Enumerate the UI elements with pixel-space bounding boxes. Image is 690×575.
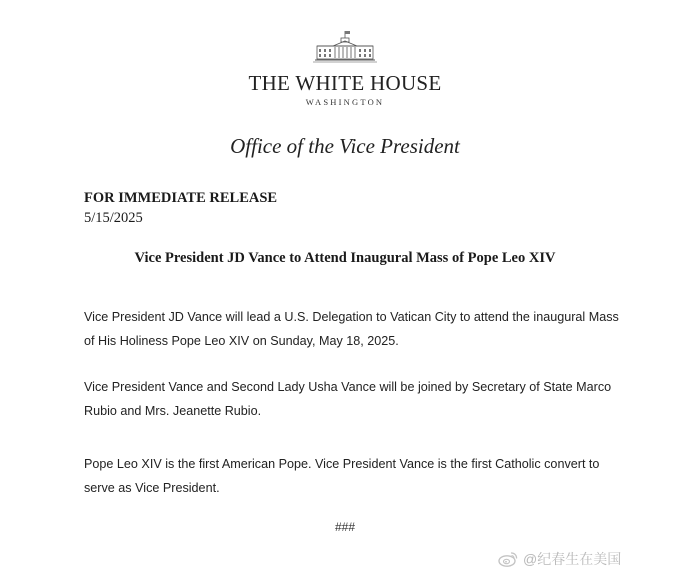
- release-date: 5/15/2025: [84, 210, 143, 226]
- headline: Vice President JD Vance to Attend Inaugural Mass of Pope Leo XIV: [134, 250, 556, 266]
- body-paragraph: Vice President Vance and Second Lady Usha Vance will be joined by Secretary of State Marco Rubio and Mrs. Jeanette Rubio.: [84, 380, 612, 418]
- release-label: FOR IMMEDIATE RELEASE: [84, 190, 278, 206]
- body-paragraph: Vice President JD Vance will lead a U.S. Delegation to Vatican City to attend the inaugural Mass of His Holiness Pope Leo XIV on Sunday, May 18, 2025.: [84, 310, 619, 348]
- white-house-title: THE WHITE HOUSE: [248, 71, 442, 95]
- white-house-logo: [0, 30, 690, 64]
- body-paragraph: Pope Leo XIV is the first American Pope. Vice President Vance is the first Catholic convert to serve as Vice President.: [84, 457, 600, 495]
- end-mark: ###: [334, 520, 356, 534]
- white-house-building-icon: [313, 30, 377, 64]
- white-house-subtitle: WASHINGTON: [305, 97, 385, 107]
- watermark-text: @纪春生在美国: [523, 551, 622, 567]
- watermark: [498, 550, 621, 568]
- weibo-logo-icon: [498, 551, 518, 567]
- office-title: Office of the Vice President: [230, 134, 460, 158]
